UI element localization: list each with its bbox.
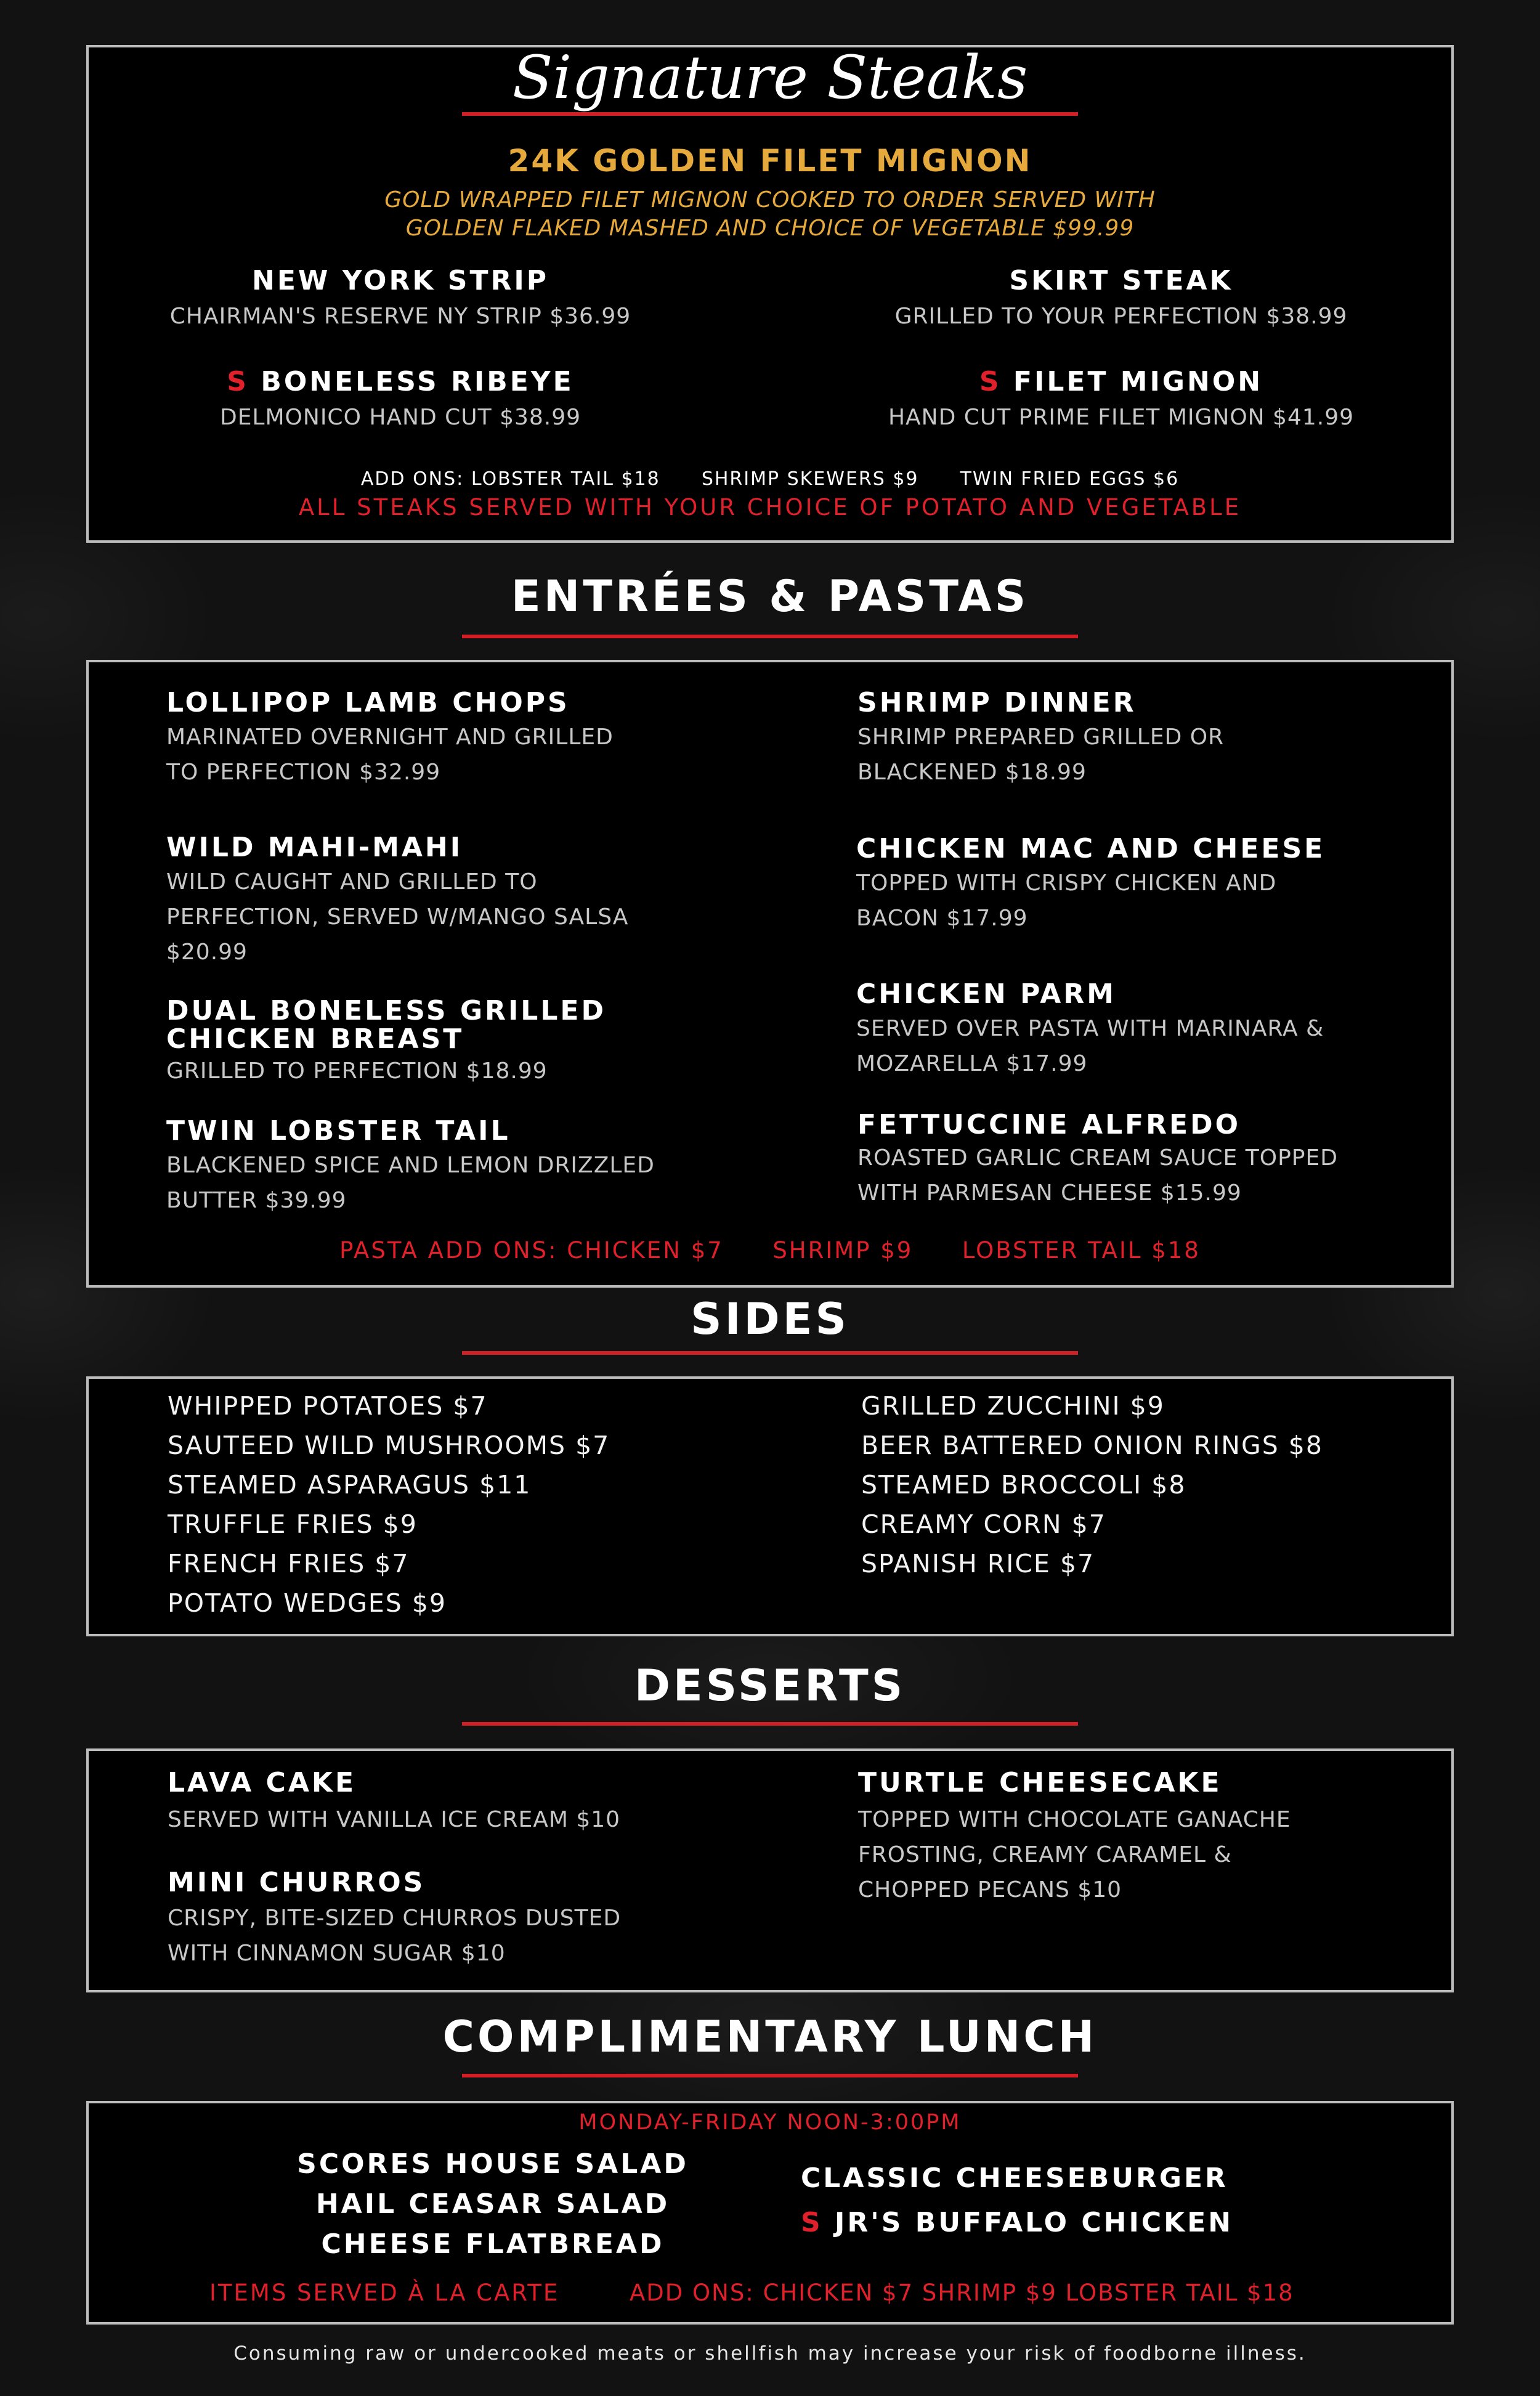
side-item: STEAMED ASPARAGUS $11 — [168, 1470, 532, 1500]
entree-item — [856, 978, 1448, 1081]
sides-left-list — [168, 1386, 610, 1623]
entree-desc: BLACKENED $18.99 — [857, 760, 1087, 785]
title-underline — [462, 635, 1078, 638]
lunch-hours: MONDAY-FRIDAY NOON-3:00PM — [578, 2110, 962, 2135]
featured-item-name: 24K GOLDEN FILET MIGNON — [508, 143, 1032, 179]
steaks-served-note: ALL STEAKS SERVED WITH YOUR CHOICE OF POTATO AND VEGETABLE — [298, 494, 1242, 521]
entrees-title: ENTRÉES & PASTAS — [511, 571, 1029, 622]
dessert-desc: TOPPED WITH CHOCOLATE GANACHE — [858, 1807, 1291, 1832]
side-item: POTATO WEDGES $9 — [168, 1588, 447, 1618]
signature-s-badge: S — [801, 2207, 823, 2238]
lunch-item: CLASSIC CHEESEBURGER — [801, 2162, 1228, 2194]
sides-right-list — [861, 1386, 1323, 1583]
entree-desc: WILD CAUGHT AND GRILLED TO — [166, 869, 538, 895]
dessert-desc: WITH CINNAMON SUGAR $10 — [168, 1941, 506, 1966]
dessert-item — [168, 1767, 784, 1837]
desserts-title: DESSERTS — [634, 1660, 906, 1711]
dessert-name: MINI CHURROS — [168, 1867, 426, 1898]
side-item: SPANISH RICE $7 — [861, 1549, 1095, 1578]
side-item: WHIPPED POTATOES $7 — [168, 1391, 488, 1421]
entree-desc: PERFECTION, SERVED W/MANGO SALSA — [166, 904, 629, 930]
signature-s-badge: S — [979, 366, 1002, 397]
dessert-item — [168, 1867, 784, 1971]
entree-item — [166, 1115, 782, 1218]
title-underline — [462, 112, 1078, 116]
entree-item — [166, 687, 782, 790]
entree-desc: GRILLED TO PERFECTION $18.99 — [166, 1058, 548, 1084]
entree-item — [166, 832, 782, 970]
entree-name: TWIN LOBSTER TAIL — [166, 1115, 511, 1147]
entree-item — [856, 833, 1448, 936]
dessert-item — [858, 1767, 1449, 1907]
lunch-title: COMPLIMENTARY LUNCH — [442, 2012, 1098, 2062]
dessert-desc: CRISPY, BITE-SIZED CHURROS DUSTED — [168, 1906, 622, 1931]
lunch-footer-right: ADD ONS: CHICKEN $7 SHRIMP $9 LOBSTER TAIL $18 — [630, 2280, 1294, 2306]
entree-name: CHICKEN PARM — [856, 978, 1116, 1010]
entree-desc: MOZARELLA $17.99 — [856, 1051, 1088, 1076]
dessert-desc: SERVED WITH VANILLA ICE CREAM $10 — [168, 1807, 621, 1832]
lunch-footer-left: ITEMS SERVED À LA CARTE — [209, 2280, 560, 2306]
addon-item: TWIN FRIED EGGS $6 — [960, 468, 1180, 490]
entree-item — [166, 997, 782, 1089]
featured-item-desc-line1: GOLD WRAPPED FILET MIGNON COOKED TO ORDER SERVED WITH — [384, 187, 1156, 213]
entree-item — [857, 687, 1449, 790]
steak-item-name: SKIRT STEAK — [1009, 265, 1233, 296]
entree-desc: $20.99 — [166, 940, 248, 965]
steak-item-name: NEW YORK STRIP — [252, 265, 549, 296]
signature-s-badge: S — [227, 366, 249, 397]
entree-desc: BLACKENED SPICE AND LEMON DRIZZLED — [166, 1153, 655, 1178]
lunch-left-list — [246, 2144, 739, 2264]
entree-desc: MARINATED OVERNIGHT AND GRILLED — [166, 725, 614, 750]
sides-title: SIDES — [691, 1294, 849, 1344]
entree-name: FETTUCCINE ALFREDO — [857, 1109, 1241, 1140]
title-underline — [462, 1351, 1078, 1355]
entree-desc: BACON $17.99 — [856, 906, 1028, 931]
steak-item — [813, 265, 1429, 334]
entree-name: CHICKEN MAC AND CHEESE — [856, 833, 1326, 864]
dessert-desc: FROSTING, CREAMY CARAMEL & — [858, 1842, 1232, 1867]
side-item: STEAMED BROCCOLI $8 — [861, 1470, 1186, 1500]
entree-name: LOLLIPOP LAMB CHOPS — [166, 687, 570, 718]
steak-item-name: FILET MIGNON — [1013, 366, 1263, 397]
steak-item — [92, 366, 708, 435]
steak-item-desc: DELMONICO HAND CUT $38.99 — [219, 405, 582, 430]
dessert-desc: CHOPPED PECANS $10 — [858, 1877, 1122, 1903]
side-item: SAUTEED WILD MUSHROOMS $7 — [168, 1431, 610, 1460]
addon-item: SHRIMP $9 — [772, 1237, 914, 1264]
lunch-item: HAIL CEASAR SALAD — [315, 2188, 670, 2220]
side-item: TRUFFLE FRIES $9 — [168, 1509, 418, 1539]
entree-name: DUAL BONELESS GRILLED — [166, 995, 606, 1026]
dessert-name: LAVA CAKE — [168, 1767, 357, 1798]
title-underline — [462, 2074, 1078, 2077]
steak-item-desc: GRILLED TO YOUR PERFECTION $38.99 — [894, 304, 1348, 329]
steak-item-name: BONELESS RIBEYE — [261, 366, 574, 397]
pasta-addons — [0, 1237, 1540, 1264]
entree-name: WILD MAHI-MAHI — [166, 832, 463, 863]
steak-addons — [0, 468, 1540, 490]
entree-desc: SERVED OVER PASTA WITH MARINARA & — [856, 1016, 1324, 1041]
entree-desc: SHRIMP PREPARED GRILLED OR — [857, 725, 1225, 750]
addon-item: SHRIMP SKEWERS $9 — [701, 468, 919, 490]
addon-item: PASTA ADD ONS: CHICKEN $7 — [339, 1237, 724, 1264]
entree-desc: WITH PARMESAN CHEESE $15.99 — [857, 1180, 1242, 1206]
title-underline — [462, 1722, 1078, 1726]
entree-desc: TO PERFECTION $32.99 — [166, 760, 441, 785]
side-item: GRILLED ZUCCHINI $9 — [861, 1391, 1165, 1421]
entree-desc: BUTTER $39.99 — [166, 1188, 347, 1213]
dessert-name: TURTLE CHEESECAKE — [858, 1767, 1222, 1798]
entree-name-line2: CHICKEN BREAST — [166, 1023, 464, 1055]
entree-item — [857, 1109, 1449, 1211]
entree-desc: TOPPED WITH CRISPY CHICKEN AND — [856, 871, 1277, 896]
lunch-item: CHEESE FLATBREAD — [321, 2228, 665, 2260]
signature-steaks-title: Signature Steaks — [512, 43, 1028, 112]
entree-name: SHRIMP DINNER — [857, 687, 1137, 718]
lunch-right-list — [801, 2156, 1233, 2245]
side-item: FRENCH FRIES $7 — [168, 1549, 410, 1578]
side-item: BEER BATTERED ONION RINGS $8 — [861, 1431, 1323, 1460]
lunch-item: SCORES HOUSE SALAD — [297, 2148, 689, 2180]
food-safety-disclaimer: Consuming raw or undercooked meats or shellfish may increase your risk of foodborne illness. — [233, 2342, 1307, 2365]
addon-item: ADD ONS: LOBSTER TAIL $18 — [360, 468, 660, 490]
addon-item: LOBSTER TAIL $18 — [962, 1237, 1201, 1264]
side-item: CREAMY CORN $7 — [861, 1509, 1106, 1539]
lunch-item: JR'S BUFFALO CHICKEN — [835, 2207, 1234, 2238]
steak-item-desc: CHAIRMAN'S RESERVE NY STRIP $36.99 — [169, 304, 631, 329]
featured-item-desc-line2: GOLDEN FLAKED MASHED AND CHOICE OF VEGETABLE $99.99 — [405, 216, 1135, 241]
steak-item — [92, 265, 708, 334]
entree-desc: ROASTED GARLIC CREAM SAUCE TOPPED — [857, 1145, 1338, 1171]
steak-item-desc: HAND CUT PRIME FILET MIGNON $41.99 — [888, 405, 1355, 430]
steak-item — [813, 366, 1429, 435]
